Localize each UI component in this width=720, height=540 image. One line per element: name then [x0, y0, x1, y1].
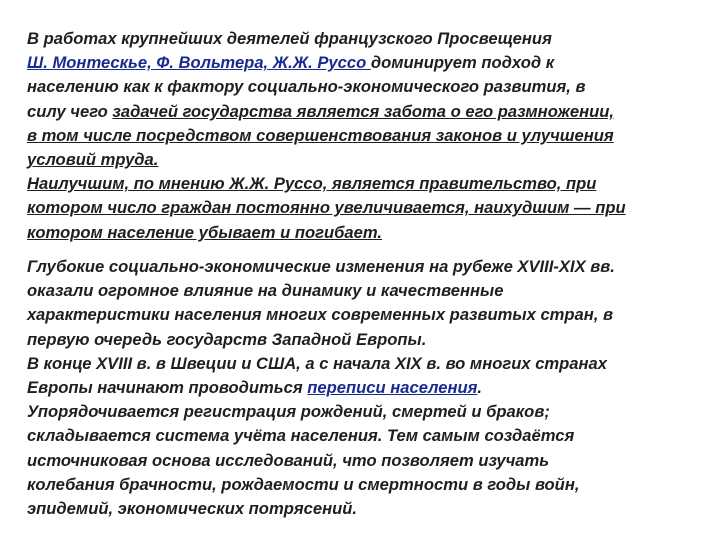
text-line: первую очередь государств Западной Европы.: [27, 329, 427, 349]
text-line: колебания брачности, рождаемости и смертности в годы войн,: [27, 474, 580, 494]
census-link[interactable]: переписи населения: [307, 378, 478, 398]
text-line: эпидемий, экономических потрясений.: [27, 499, 357, 519]
text-block-enlightenment: [27, 27, 717, 245]
text-line: Упорядочивается регистрация рождений, смертей и браков;: [27, 402, 550, 422]
text-line: В работах крупнейших деятелей французского Просвещения: [27, 29, 552, 48]
text-fragment: силу чего: [27, 101, 113, 121]
underlined-text-line: в том числе посредством совершенствования законов и улучшения: [27, 125, 614, 145]
text-fragment: Европы начинают проводиться: [27, 378, 308, 398]
text-line: оказали огромное влияние на динамику и качественные: [27, 281, 504, 301]
underlined-text-line: условий труда.: [27, 150, 159, 170]
underlined-text-line: Наилучшим, по мнению Ж.Ж. Руссо, является правительство, при: [27, 174, 597, 194]
text-line: В конце XVIII в. в Швеции и США, а с начала XIX в. во многих странах: [27, 353, 608, 373]
underlined-text: задачей государства является забота о его размножении,: [112, 101, 614, 121]
text-line: [27, 376, 717, 400]
text-line: складывается система учёта населения. Тем самым создаётся: [27, 426, 575, 446]
text-line: [27, 51, 717, 75]
text-line: населению как к фактору социально-экономического развития, в: [27, 77, 586, 97]
text-block-demographic-changes: [27, 255, 717, 521]
text-fragment: доминирует подход к: [370, 53, 555, 73]
philosophers-link[interactable]: Ш. Монтескье, Ф. Вольтера, Ж.Ж. Руссо: [27, 53, 371, 73]
underlined-text-line: котором число граждан постоянно увеличивается, наихудшим — при: [27, 198, 626, 218]
text-line: источниковая основа исследований, что позволяет изучать: [27, 450, 550, 470]
text-line: Глубокие социально-экономические изменения на рубеже XVIII-XIX вв.: [27, 257, 615, 276]
underlined-text-line: котором население убывает и погибает.: [27, 222, 383, 242]
text-line: характеристики населения многих современных развитых стран, в: [27, 305, 614, 325]
text-line: [27, 100, 717, 124]
text-fragment: .: [477, 378, 483, 398]
